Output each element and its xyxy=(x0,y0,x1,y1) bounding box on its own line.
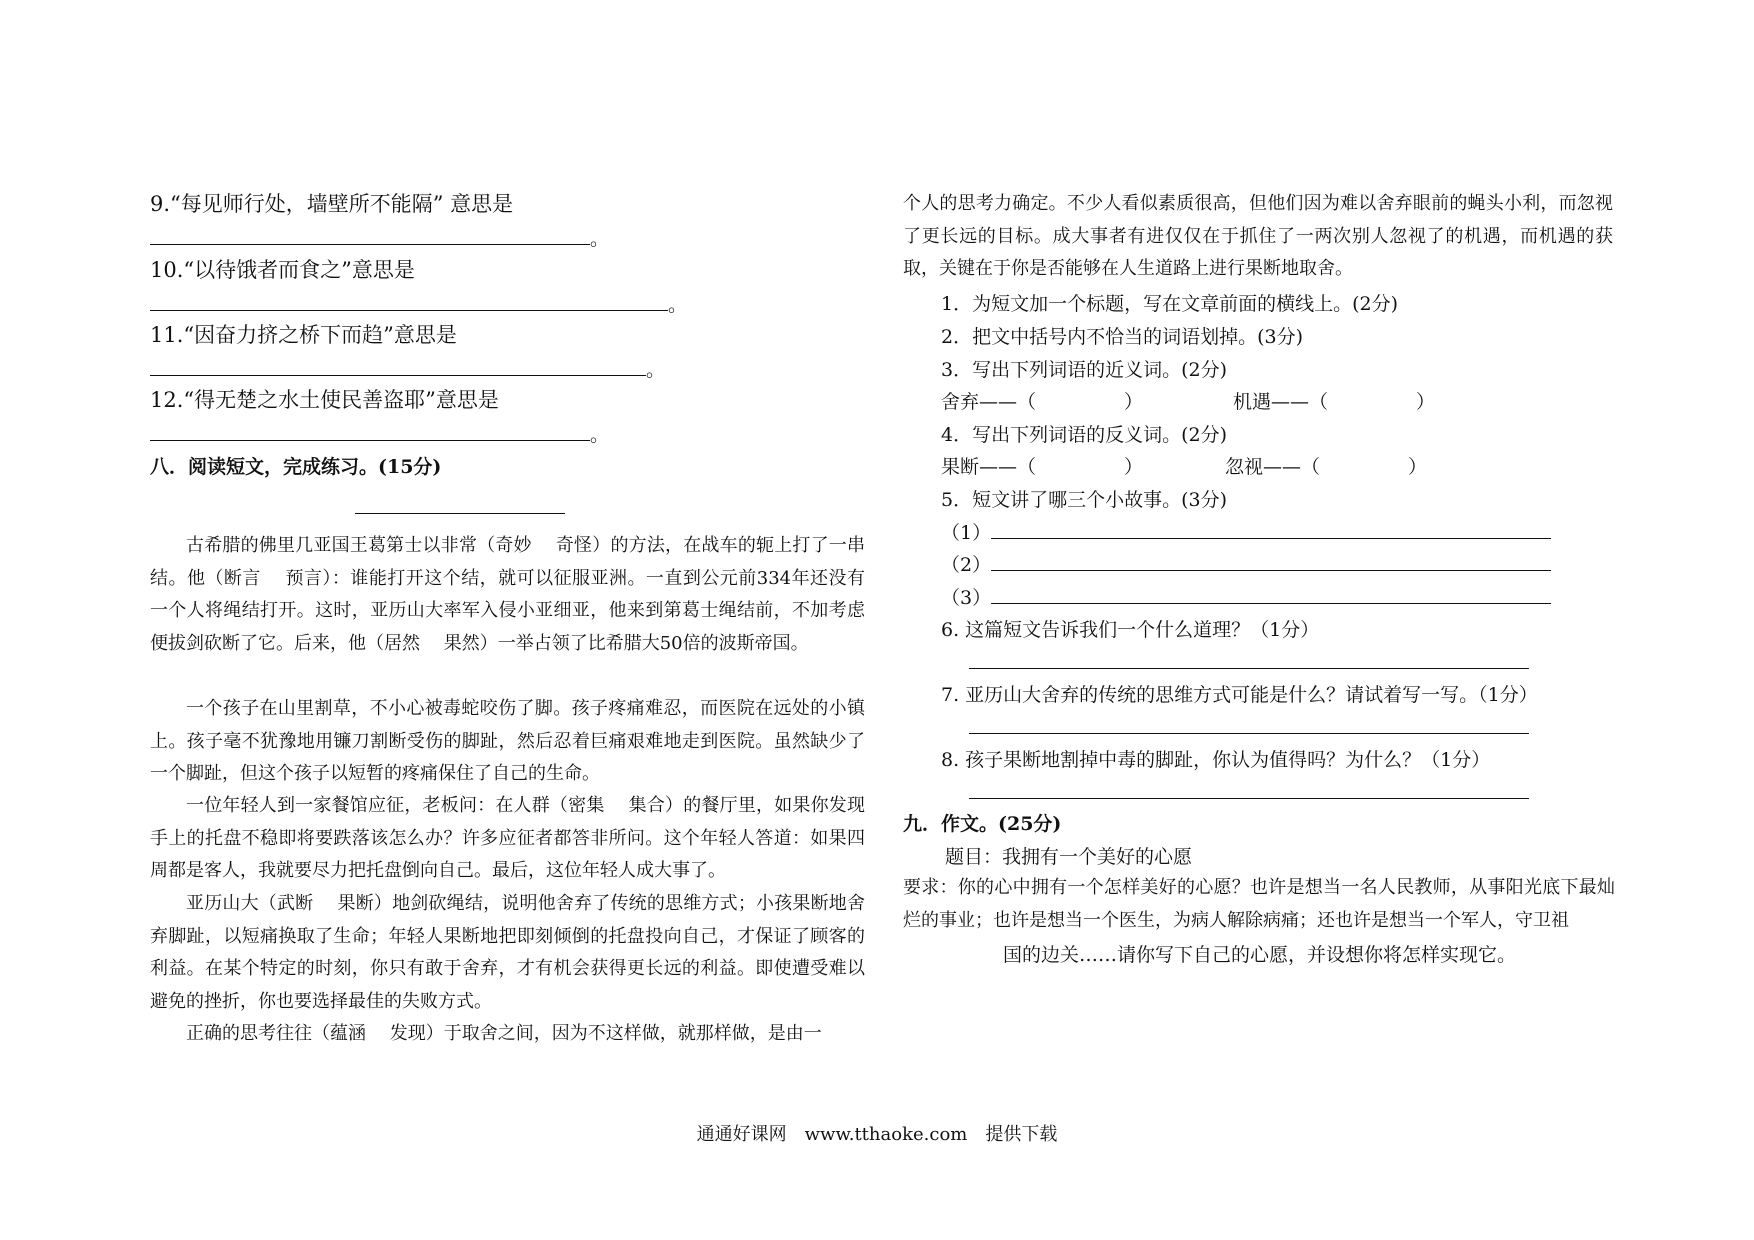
section-8-heading: 八．阅读短文，完成练习。(15分) xyxy=(150,456,442,478)
passage-paragraph-2: 一个孩子在山里割草，不小心被毒蛇咬伤了脚。孩子疼痛难忍，而医院在远处的小镇上。孩子毫不犹豫地用镰刀割断受伤的脚趾，然后忍着巨痛艰难地走到医院。虽然缺少了一个脚趾，但这个孩子以短暂的疼痛保住了自己的生命。 xyxy=(150,698,865,784)
blank-line[interactable] xyxy=(969,715,1529,734)
question-2: 2．把文中括号内不恰当的词语划掉。(3分) xyxy=(941,326,1304,348)
question-3: 3．写出下列词语的近义词。(2分) xyxy=(941,359,1228,381)
question-5: 5．短文讲了哪三个小故事。(3分) xyxy=(941,489,1228,511)
passage-paragraph-1: 古希腊的佛里几亚国王葛第士以非常（奇妙 奇怪）的方法，在战车的轭上打了一串结。他（断言 预言）：谁能打开这个结，就可以征服亚洲。一直到公元前334年还没有一个人将绳结打开。这时，亚历山大率军入侵小亚细亚，他来到第葛士绳结前，不加考虑便拔剑砍断了它。后来，他（居然 果然）一举占领了比希腊大50倍的波斯帝国。 xyxy=(150,535,865,654)
question-1: 1．为短文加一个标题，写在文章前面的横线上。(2分) xyxy=(941,293,1399,315)
blank-line[interactable] xyxy=(150,292,668,311)
essay-requirement-end: 国的边关……请你写下自己的心愿，并设想你将怎样实现它。 xyxy=(1003,944,1517,966)
question-6: 6. 这篇短文告诉我们一个什么道理？（1分） xyxy=(941,619,1320,641)
blank-line[interactable] xyxy=(150,422,590,441)
question-7: 7. 亚历山大舍弃的传统的思维方式可能是什么？请试着写一写。（1分） xyxy=(941,684,1538,706)
blank-line[interactable] xyxy=(150,357,646,376)
blank-line[interactable] xyxy=(150,226,590,245)
close-bracket: ） xyxy=(1124,391,1144,413)
answer-line-9 xyxy=(150,226,609,251)
synonym-label: 舍弃——（ xyxy=(941,391,1037,413)
answer-line-12 xyxy=(150,422,609,447)
question-12: 12.“得无楚之水土使民善盗耶”意思是 xyxy=(150,388,499,412)
blank-line[interactable] xyxy=(991,552,1551,571)
passage-paragraph-4: 亚历山大（武断 果断）地剑砍绳结，说明他舍弃了传统的思维方式；小孩果断地舍弃脚趾，以短痛换取了生命；年轻人果断地把即刻倾倒的托盘投向自己，才保证了顾客的利益。在某个特定的时刻，你只有敢于舍弃，才有机会获得更长远的利益。即使遭受难以避免的挫折，你也要选择最佳的失败方式。 xyxy=(150,893,865,1012)
item-number: （1） xyxy=(941,522,992,544)
antonym-label: 忽视——（ xyxy=(1225,456,1321,478)
essay-requirement: 要求：你的心中拥有一个怎样美好的心愿？也许是想当一名人民教师，从事阳光底下最灿烂的事业；也许是想当一个医生，为病人解除病痛；还也许是想当一个军人，守卫祖 xyxy=(903,877,1615,931)
blank-line[interactable] xyxy=(969,650,1529,669)
antonym-1 xyxy=(941,455,1143,479)
period: 。 xyxy=(590,424,610,446)
antonym-2 xyxy=(1225,455,1427,479)
answer-line-10 xyxy=(150,292,687,317)
answer-line-11 xyxy=(150,357,665,382)
answer-line-6 xyxy=(969,650,1529,675)
story-line-3 xyxy=(941,585,1551,610)
close-bracket: ） xyxy=(1408,456,1428,478)
blank-line[interactable] xyxy=(355,495,565,514)
blank-line[interactable] xyxy=(991,520,1551,539)
section-9-heading: 九．作文。(25分) xyxy=(903,813,1062,835)
passage-paragraph-3: 一位年轻人到一家餐馆应征，老板问：在人群（密集 集合）的餐厅里，如果你发现手上的托盘不稳即将要跌落该怎么办？许多应征者都答非所问。这个年轻人答道：如果四周都是客人，我就要尽力把托盘倒向自己。最后，这位年轻人成大事了。 xyxy=(150,795,865,881)
answer-line-7 xyxy=(969,715,1529,740)
question-4: 4．写出下列词语的反义词。(2分) xyxy=(941,424,1228,446)
synonym-1 xyxy=(941,390,1143,414)
synonym-label: 机遇——（ xyxy=(1233,391,1329,413)
item-number: （3） xyxy=(941,587,992,609)
close-bracket: ） xyxy=(1124,456,1144,478)
blank-line[interactable] xyxy=(991,585,1551,604)
question-8: 8. 孩子果断地割掉中毒的脚趾，你认为值得吗？为什么？（1分） xyxy=(941,749,1491,771)
title-blank xyxy=(355,495,565,520)
blank-line[interactable] xyxy=(969,780,1529,799)
period: 。 xyxy=(590,228,610,250)
passage-paragraph-5: 正确的思考往往（蕴涵 发现）于取舍之间，因为不这样做，就那样做，是由一 xyxy=(186,1023,822,1044)
period: 。 xyxy=(646,359,666,381)
answer-line-8 xyxy=(969,780,1529,805)
period: 。 xyxy=(668,294,688,316)
story-line-2 xyxy=(941,552,1551,577)
synonym-2 xyxy=(1233,390,1435,414)
antonym-label: 果断——（ xyxy=(941,456,1037,478)
question-11: 11.“因奋力挤之桥下而趋”意思是 xyxy=(150,323,457,347)
item-number: （2） xyxy=(941,554,992,576)
story-line-1 xyxy=(941,520,1551,545)
question-10: 10.“以待饿者而食之”意思是 xyxy=(150,258,415,282)
footer-credit: 通通好课网 www.tthaoke.com 提供下载 xyxy=(696,1124,1058,1145)
passage-continuation: 个人的思考力确定。不少人看似素质很高，但他们因为难以舍弃眼前的蝇头小利，而忽视了更长远的目标。成大事者有进仅仅在于抓住了一两次别人忽视了的机遇，而机遇的获取，关键在于你是否能够在人生道路上进行果断地取舍。 xyxy=(903,193,1613,279)
close-bracket: ） xyxy=(1416,391,1436,413)
essay-topic: 题目：我拥有一个美好的心愿 xyxy=(945,846,1193,868)
question-9: 9.“每见师行处，墙壁所不能隔” 意思是 xyxy=(150,192,514,216)
